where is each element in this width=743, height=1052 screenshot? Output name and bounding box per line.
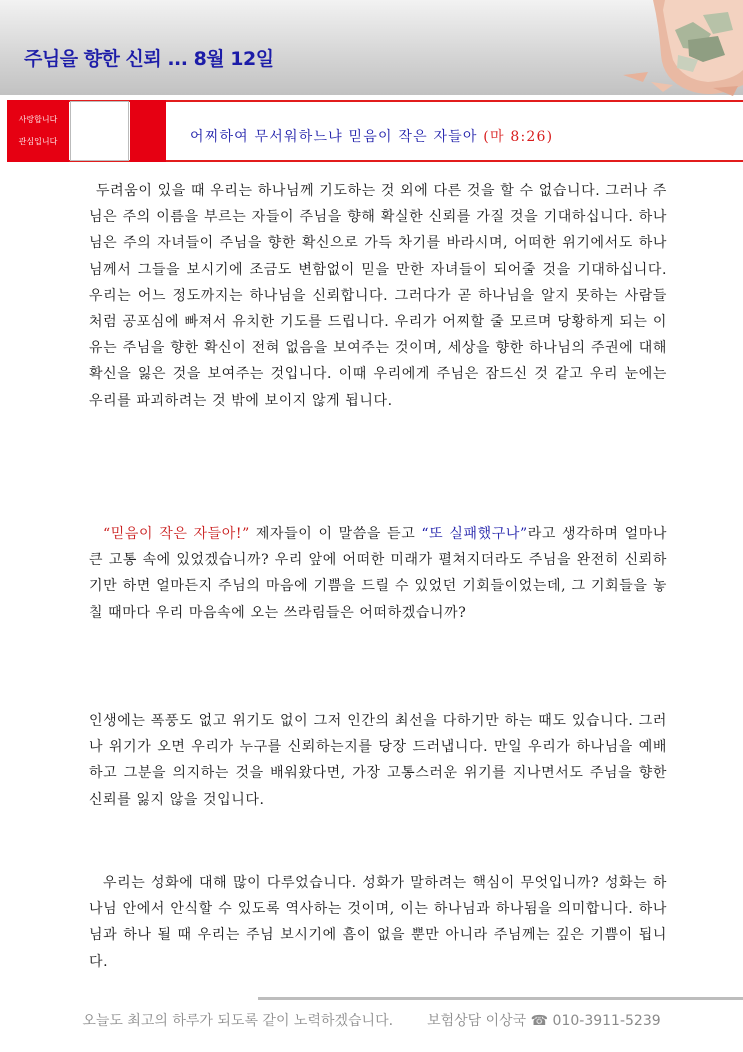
red-accent-bar xyxy=(130,100,166,162)
verse-text: 어찌하여 무서워하느냐 믿음이 작은 자들아 xyxy=(190,129,478,145)
footer-divider xyxy=(258,997,743,1000)
paragraph-4: 우리는 성화에 대해 많이 다루었습니다. 성화가 말하려는 핵심이 무엇입니까? 성화는 하나님 안에서 안식할 수 있도록 역사하는 것이며, 이는 하나님과 하나됨을 의미합니다. 하나님과 하나 될 때 우리는 주님 보시기에 흠이 없을 뿐만 아니라 주님께는 깊은 기쁨이 됩니다. xyxy=(89,875,667,970)
broken-egg-with-money-illustration xyxy=(593,0,743,100)
header-banner xyxy=(0,0,743,95)
verse-reference: (마 8:26) xyxy=(483,129,554,145)
paragraph-2 xyxy=(89,521,667,626)
contact-label: 보험상담 이상국 xyxy=(427,1013,527,1029)
paragraph-3: 인생에는 폭풍도 없고 위기도 없이 그저 인간의 최선을 다하기만 하는 때도 있습니다. 그러나 위기가 오면 우리가 누구를 신뢰하는지를 당장 드러냅니다. 만일 우리가 하나님을 예배하고 그분을 의지하는 것을 배워왔다면, 가장 고통스러운 위기를 지나면서도 주님을 향한 신뢰를 잃지 않을 것입니다. xyxy=(89,713,667,808)
badge-line-2: 관심입니다 xyxy=(18,137,58,146)
paragraph-1: 두려움이 있을 때 우리는 하나님께 기도하는 것 외에 다른 것을 할 수 없습니다. 그러나 주님은 주의 이름을 부르는 자들이 주님을 향해 확실한 신뢰를 가질 것을 기대하십니다. 하나님은 주의 자녀들이 주님을 향한 확신으로 가득 차기를 바라시며, 어떠한 위기에서도 하나님께서 그들을 보시기에 조금도 변함없이 믿을 만한 자녀들이 되어줄 것을 기대하십니다. 우리는 어느 정도까지는 하나님을 신뢰합니다. 그러다가 곧 하나님을 알지 못하는 사람들처럼 공포심에 빠져서 유치한 기도를 드립니다. 우리가 어찌할 줄 모르며 당황하게 되는 이유는 주님을 향한 확신이 전혀 없음을 보여주는 것이며, 세상을 향한 하나님의 주권에 대해 확신을 잃은 것을 보여주는 것입니다. 이때 우리에게 주님은 잠드신 것 같고 우리 눈에는 우리를 파괴하려는 것 밖에 보이지 않게 됩니다. xyxy=(89,183,667,409)
paragraph-2-rest: 라고 생각하며 얼마나 큰 고통 속에 있었겠습니까? 우리 앞에 어떠한 미래가 펼쳐지더라도 주님을 완전히 신뢰하기만 하면 얼마든지 주님의 마음에 기쁨을 드릴 수 있었던 기회들이었는데, 그 기회들을 놓칠 때마다 우리 마음속에 오는 쓰라림들은 어떠하겠습니까? xyxy=(89,526,667,621)
scripture-verse xyxy=(190,126,553,146)
quote-little-faith: “믿음이 작은 자들아!” xyxy=(103,526,250,542)
footer xyxy=(0,1010,743,1030)
badge-line-1: 사랑합니다 xyxy=(18,115,58,124)
page-title: 주님을 향한 신뢰 ... 8월 12일 xyxy=(24,48,274,70)
phone-number: 010-3911-5239 xyxy=(552,1013,661,1029)
greeting-badge xyxy=(7,100,69,162)
badge-blank-box xyxy=(70,101,129,161)
footer-slogan: 오늘도 최고의 하루가 되도록 같이 노력하겠습니다. xyxy=(82,1013,394,1029)
phone-icon: ☎ xyxy=(530,1013,549,1029)
paragraph-2-mid: 제자들이 이 말씀을 듣고 xyxy=(249,526,422,542)
quote-failed-again: “또 실패했구나” xyxy=(421,526,528,542)
